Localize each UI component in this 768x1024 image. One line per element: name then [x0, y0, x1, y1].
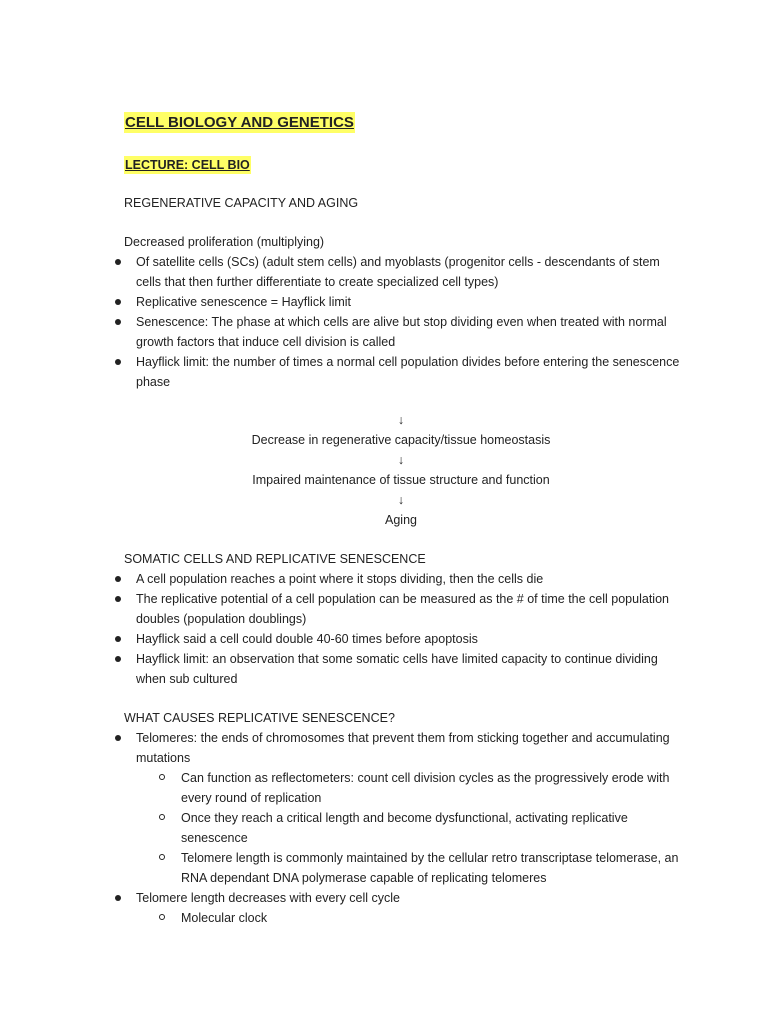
sub-list-item: Can function as reflectometers: count cell division cycles as the progressively erode with every round of replication: [136, 768, 680, 808]
sub-list-item: Molecular clock: [136, 908, 680, 928]
sub-list-item: Once they reach a critical length and become dysfunctional, activating replicative senescence: [136, 808, 680, 848]
intro-text: Decreased proliferation (multiplying): [124, 235, 325, 249]
lecture-subtitle: LECTURE: CELL BIO: [125, 158, 250, 172]
flow-step: Aging: [385, 513, 417, 527]
section-heading-causes: WHAT CAUSES REPLICATIVE SENESCENCE?: [124, 711, 395, 725]
flow-step: Decrease in regenerative capacity/tissue homeostasis: [251, 433, 551, 447]
list-item: Senescence: The phase at which cells are alive but stop dividing even when treated with normal growth factors that induce cell division is called: [110, 312, 680, 352]
list-item: [110, 888, 680, 928]
list-item: Hayflick said a cell could double 40-60 times before apoptosis: [110, 629, 680, 649]
sub-list-item: Telomere length is commonly maintained by the cellular retro transcriptase telomerase, an RNA dependant DNA polymerase capable of replicating telomeres: [136, 848, 680, 888]
document-title: CELL BIOLOGY AND GENETICS: [125, 114, 354, 131]
list-item: The replicative potential of a cell population can be measured as the # of time the cell population doubles (population doublings): [110, 589, 680, 629]
aging-flow-diagram: [200, 410, 602, 530]
list-item: Hayflick limit: the number of times a normal cell population divides before entering the senescence phase: [110, 352, 680, 392]
section-heading-regenerative: REGENERATIVE CAPACITY AND AGING: [124, 196, 359, 210]
list-item: A cell population reaches a point where it stops dividing, then the cells die: [110, 569, 680, 589]
sub-list-telomeres: [136, 768, 680, 888]
list-item: Hayflick limit: an observation that some somatic cells have limited capacity to continue dividing when sub cultured: [110, 649, 680, 689]
list-item: [110, 728, 680, 888]
list-item: Of satellite cells (SCs) (adult stem cells) and myoblasts (progenitor cells - descendants of stem cells that then further differentiate to create specialized cell types): [110, 252, 680, 292]
list-item-text: Telomere length decreases with every cell cycle: [136, 891, 401, 905]
bullet-list-somatic: [110, 569, 680, 689]
bullet-list-causes: [110, 728, 680, 928]
section-heading-somatic: SOMATIC CELLS AND REPLICATIVE SENESCENCE: [124, 552, 426, 566]
flow-arrow: ↓: [397, 493, 405, 507]
sub-list-clock: [136, 908, 680, 928]
flow-arrow: ↓: [397, 453, 405, 467]
flow-arrow: ↓: [397, 413, 405, 427]
list-item: Replicative senescence = Hayflick limit: [110, 292, 680, 312]
flow-step: Impaired maintenance of tissue structure and function: [252, 473, 550, 487]
list-item-text: Telomeres: the ends of chromosomes that prevent them from sticking together and accumulating mutations: [136, 731, 670, 765]
bullet-list-regenerative: [110, 252, 680, 392]
